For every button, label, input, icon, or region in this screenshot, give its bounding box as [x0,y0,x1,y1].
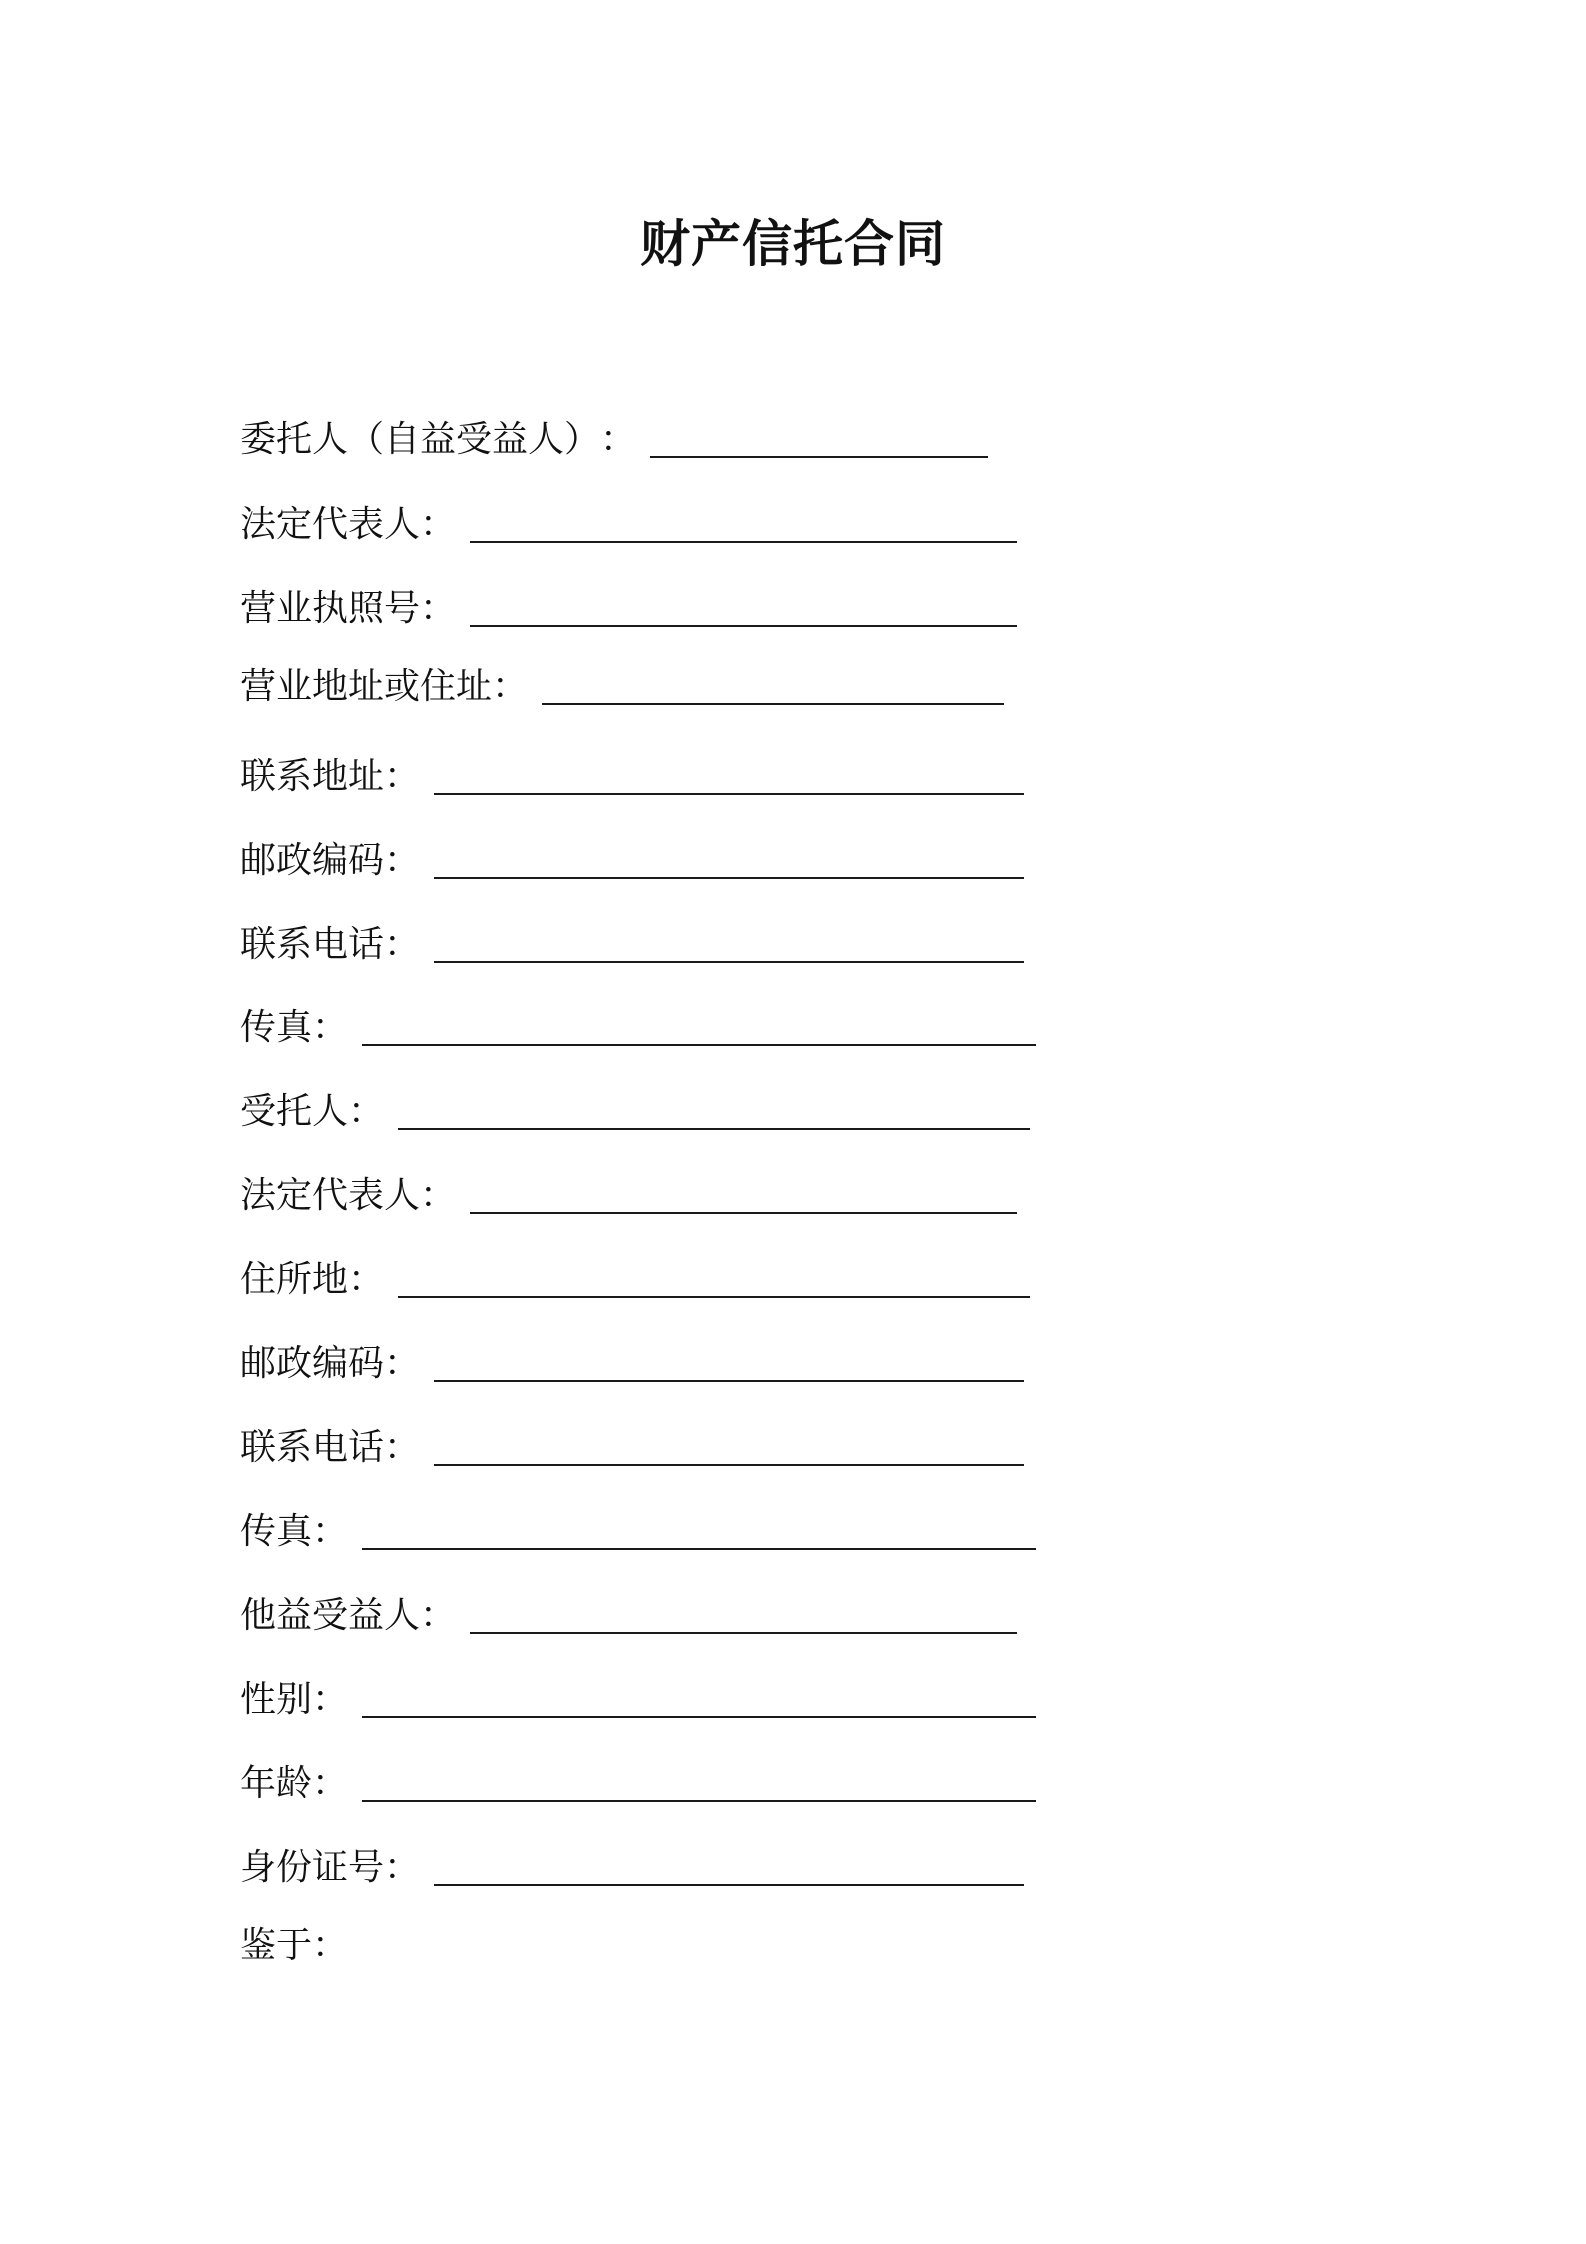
field-colon: ： [420,1595,457,1636]
field-blank-line [470,1598,1017,1634]
field-blank-line [362,1514,1036,1550]
field-label: 他益受益人 [240,1595,421,1636]
field-colon: ： [384,1847,421,1888]
field-colon: ： [348,1091,385,1132]
field-label: 邮政编码 [240,1343,385,1384]
field-blank-line [434,759,1024,795]
field-gender [240,1670,1036,1722]
field-blank-line [434,843,1024,879]
field-label: 传真 [240,1007,313,1048]
field-blank-line [362,1682,1036,1718]
field-fax [240,998,1036,1050]
field-id-number [240,1838,1024,1890]
field-colon: ： [312,1511,349,1552]
field-label: 联系地址 [240,756,385,797]
field-label: 委托人（自益受益人） [240,419,601,460]
field-label: 传真 [240,1511,313,1552]
field-colon: ： [312,1763,349,1804]
field-age [240,1754,1036,1806]
field-contact-phone [240,915,1024,967]
field-label: 营业地址或住址 [240,666,493,707]
field-colon: ： [384,1427,421,1468]
field-colon: ： [384,924,421,965]
field-colon: ： [312,1679,349,1720]
field-blank-line [362,1010,1036,1046]
field-label: 法定代表人 [240,504,421,545]
field-postal-code [240,831,1024,883]
field-business-address [240,657,1004,709]
field-blank-line [434,927,1024,963]
field-blank-line [398,1262,1030,1298]
field-colon: ： [384,1343,421,1384]
field-blank-line [542,669,1004,705]
field-label: 身份证号 [240,1847,385,1888]
field-legal-representative [240,495,1017,547]
field-contact-address [240,747,1024,799]
field-trustee-fax [240,1502,1036,1554]
field-label: 营业执照号 [240,588,421,629]
field-colon: ： [384,840,421,881]
field-label: 性别 [240,1679,313,1720]
field-colon: ： [384,756,421,797]
field-label: 联系电话 [240,1427,385,1468]
closing-whereas [240,1916,348,1968]
field-colon: ： [492,666,529,707]
closing-label: 鉴于： [240,1925,349,1966]
field-blank-line [470,591,1017,627]
field-colon: ： [420,1175,457,1216]
field-trustee-legal-representative [240,1166,1017,1218]
field-trustee-contact-phone [240,1418,1024,1470]
field-colon: ： [348,1259,385,1300]
field-trustee [240,1082,1030,1134]
field-business-license-no [240,579,1017,631]
field-domicile [240,1250,1030,1302]
field-colon: ： [420,504,457,545]
field-label: 住所地 [240,1259,349,1300]
field-blank-line [434,1850,1024,1886]
field-colon: ： [312,1007,349,1048]
field-label: 联系电话 [240,924,385,965]
field-other-beneficiary [240,1586,1017,1638]
field-blank-line [470,507,1017,543]
field-blank-line [398,1094,1030,1130]
field-label: 法定代表人 [240,1175,421,1216]
field-label: 年龄 [240,1763,313,1804]
field-settlor [240,410,988,462]
field-blank-line [470,1178,1017,1214]
field-blank-line [434,1430,1024,1466]
field-label: 邮政编码 [240,840,385,881]
field-trustee-postal-code [240,1334,1024,1386]
field-colon: ： [420,588,457,629]
field-blank-line [434,1346,1024,1382]
field-blank-line [362,1766,1036,1802]
field-blank-line [650,422,988,458]
field-colon: ： [600,419,637,460]
field-label: 受托人 [240,1091,349,1132]
document-title: 财产信托合同 [640,215,946,273]
